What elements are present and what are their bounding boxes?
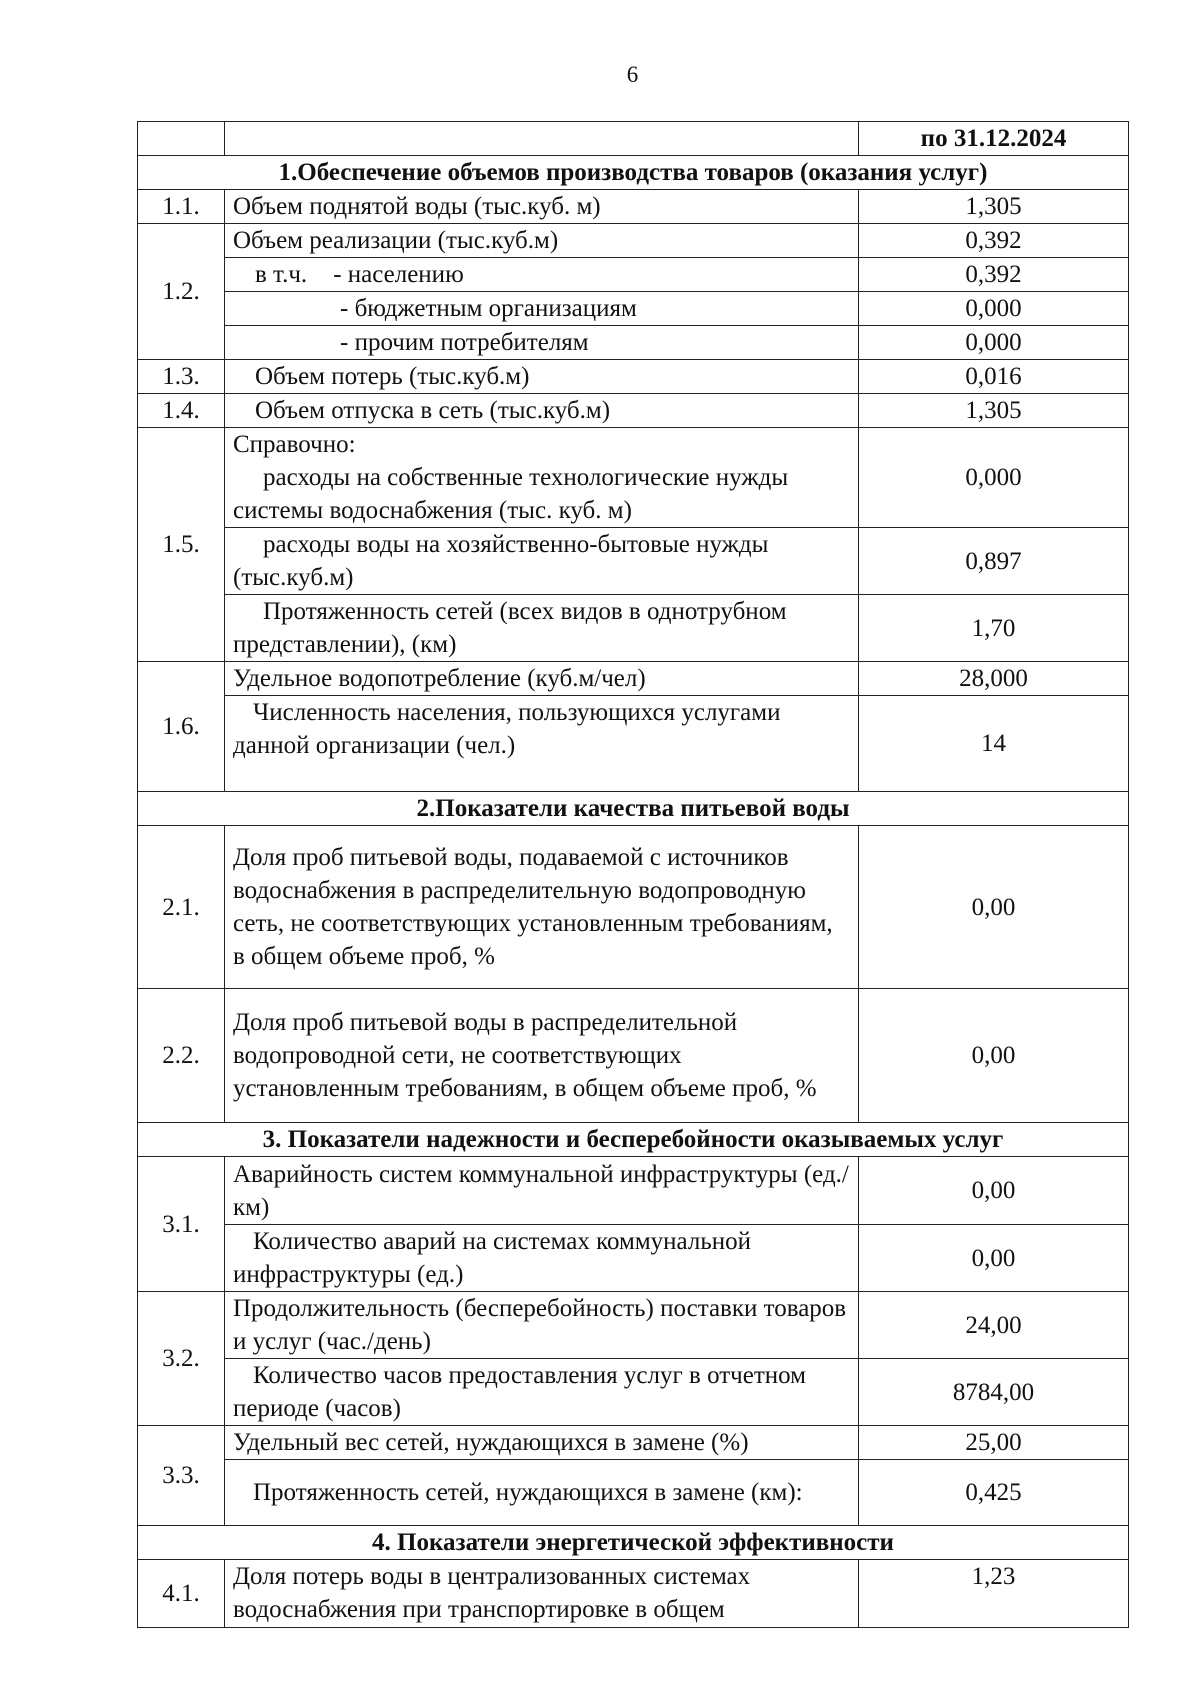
- row-value: 0,000: [859, 292, 1129, 326]
- section-row: [138, 1123, 1129, 1157]
- table-row: [138, 190, 1129, 224]
- table-row: [138, 394, 1129, 428]
- table-row: [138, 292, 1129, 326]
- row-number: 1.6.: [138, 662, 225, 792]
- table-row: [138, 1292, 1129, 1359]
- table-row: [138, 224, 1129, 258]
- table-header-row: [138, 122, 1129, 156]
- table-row: [138, 1157, 1129, 1225]
- row-value: 0,425: [859, 1460, 1129, 1526]
- table-row: [138, 662, 1129, 696]
- row-value: 0,000: [859, 428, 1129, 528]
- row-number: 3.1.: [138, 1157, 225, 1292]
- row-value: 24,00: [859, 1292, 1129, 1359]
- page-number: 6: [626, 62, 639, 87]
- row-number: 1.5.: [138, 428, 225, 662]
- row-value: 1,305: [859, 190, 1129, 224]
- table-row: [138, 326, 1129, 360]
- row-value: 0,00: [859, 989, 1129, 1123]
- row-label: Объем отпуска в сеть (тыс.куб.м): [225, 394, 859, 428]
- table-row: [138, 696, 1129, 792]
- table-row: [138, 1225, 1129, 1292]
- row-label: - бюджетным организациям: [225, 292, 859, 326]
- row-value: 0,392: [859, 224, 1129, 258]
- row-number: 1.1.: [138, 190, 225, 224]
- row-number: 2.1.: [138, 826, 225, 989]
- row-label: Объем поднятой воды (тыс.куб. м): [225, 190, 859, 224]
- row-number: 1.3.: [138, 360, 225, 394]
- row-number: 2.2.: [138, 989, 225, 1123]
- section-row: [138, 792, 1129, 826]
- row-number: 1.4.: [138, 394, 225, 428]
- row-label: - прочим потребителям: [225, 326, 859, 360]
- period-header: по 31.12.2024: [859, 122, 1129, 156]
- row-value: 28,000: [859, 662, 1129, 696]
- section-title: 4. Показатели энергетической эффективности: [138, 1526, 1129, 1560]
- row-label: Количество аварий на системах коммунальной инфраструктуры (ед.): [225, 1225, 859, 1292]
- table-row: [138, 1426, 1129, 1460]
- row-label: [225, 258, 859, 292]
- row-number: 3.2.: [138, 1292, 225, 1426]
- row-label: расходы воды на хозяйственно-бытовые нужды (тыс.куб.м): [225, 528, 859, 595]
- row-number: 1.2.: [138, 224, 225, 360]
- row-value: 1,23: [859, 1560, 1129, 1628]
- table-row: [138, 989, 1129, 1123]
- row-label: Удельный вес сетей, нуждающихся в замене (%): [225, 1426, 859, 1460]
- row-number: 4.1.: [138, 1560, 225, 1628]
- row-number: 3.3.: [138, 1426, 225, 1526]
- row-value: 14: [859, 696, 1129, 792]
- table-row: [138, 595, 1129, 662]
- row-label: Аварийность систем коммунальной инфраструктуры (ед./км): [225, 1157, 859, 1225]
- row-value: 25,00: [859, 1426, 1129, 1460]
- table-row: [138, 428, 1129, 528]
- row-label: Доля проб питьевой воды в распределительной водопроводной сети, не соответствующих установленным требованиям, в общем объеме проб, %: [225, 989, 859, 1123]
- table-row: [138, 1460, 1129, 1526]
- section-title: 3. Показатели надежности и бесперебойности оказываемых услуг: [138, 1123, 1129, 1157]
- row-label: Объем реализации (тыс.куб.м): [225, 224, 859, 258]
- row-value: 0,00: [859, 1225, 1129, 1292]
- row-label-body: расходы на собственные технологические нужды системы водоснабжения (тыс. куб. м): [233, 464, 789, 524]
- row-value: 1,305: [859, 394, 1129, 428]
- row-value: 0,000: [859, 326, 1129, 360]
- section-title: 1.Обеспечение объемов производства товаров (оказания услуг): [138, 156, 1129, 190]
- row-label: [225, 428, 859, 528]
- row-label: Доля проб питьевой воды, подаваемой с источников водоснабжения в распределительную водопроводную сеть, не соответствующих установленным требованиям, в общем объеме проб, %: [225, 826, 859, 989]
- row-label: Удельное водопотребление (куб.м/чел): [225, 662, 859, 696]
- indicators-table: [137, 121, 1129, 1628]
- table-row: [138, 1560, 1129, 1628]
- row-value: 8784,00: [859, 1359, 1129, 1426]
- row-label: Объем потерь (тыс.куб.м): [225, 360, 859, 394]
- row-value: 0,016: [859, 360, 1129, 394]
- row-label: Протяженность сетей (всех видов в однотрубном представлении), (км): [225, 595, 859, 662]
- row-prefix: в т.ч.: [255, 261, 308, 288]
- section-title: 2.Показатели качества питьевой воды: [138, 792, 1129, 826]
- row-value: 1,70: [859, 595, 1129, 662]
- row-value: 0,00: [859, 826, 1129, 989]
- row-label: Доля потерь воды в централизованных системах водоснабжения при транспортировке в общем: [225, 1560, 859, 1628]
- table-row: [138, 1359, 1129, 1426]
- table-row: [138, 360, 1129, 394]
- table-row: [138, 826, 1129, 989]
- header-empty-num: [138, 122, 225, 156]
- row-value: 0,897: [859, 528, 1129, 595]
- header-empty-label: [225, 122, 859, 156]
- row-label: Количество часов предоставления услуг в отчетном периоде (часов): [225, 1359, 859, 1426]
- section-row: [138, 156, 1129, 190]
- row-value: 0,392: [859, 258, 1129, 292]
- table-row: [138, 258, 1129, 292]
- section-row: [138, 1526, 1129, 1560]
- row-label: Протяженность сетей, нуждающихся в замене (км):: [225, 1460, 859, 1526]
- table-row: [138, 528, 1129, 595]
- row-label-head: Справочно:: [233, 431, 356, 458]
- row-label: Численность населения, пользующихся услугами данной организации (чел.): [225, 696, 859, 792]
- row-sublabel: - населению: [333, 261, 464, 288]
- row-label: Продолжительность (бесперебойность) поставки товаров и услуг (час./день): [225, 1292, 859, 1359]
- row-value: 0,00: [859, 1157, 1129, 1225]
